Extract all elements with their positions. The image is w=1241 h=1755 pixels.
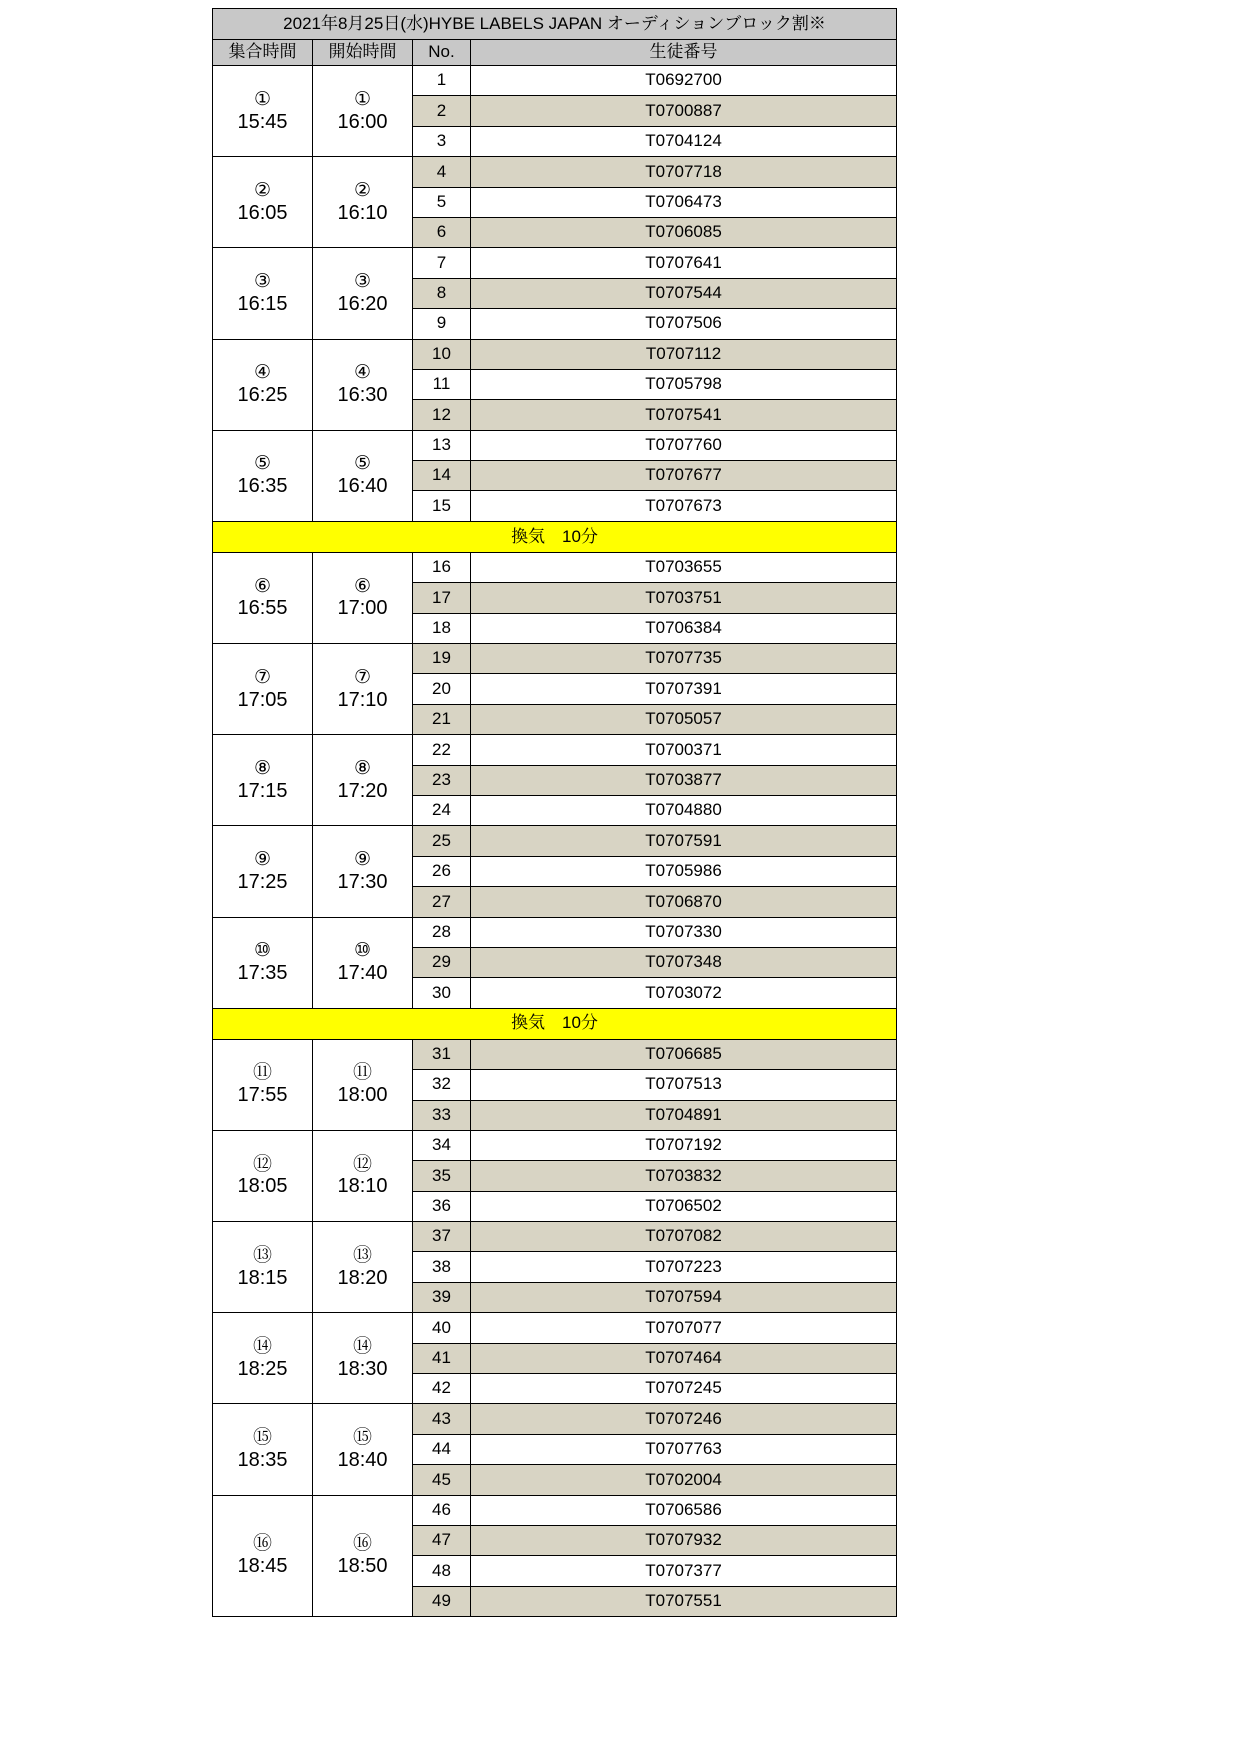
student-id: T0707223 <box>471 1252 897 1282</box>
block-number: ⑨ <box>253 849 272 871</box>
row-number: 32 <box>413 1070 471 1100</box>
meeting-time-value: 18:05 <box>237 1175 288 1198</box>
meeting-time-cell <box>213 339 313 430</box>
student-id: T0707506 <box>471 309 897 339</box>
block-number: ⑯ <box>352 1533 372 1555</box>
start-time-value: 16:40 <box>337 475 388 498</box>
start-time-value: 18:50 <box>337 1555 388 1578</box>
table-row <box>213 1313 897 1343</box>
row-number: 42 <box>413 1374 471 1404</box>
title-row <box>213 9 897 40</box>
block-number: ⑤ <box>353 453 372 475</box>
row-number: 29 <box>413 947 471 977</box>
start-time-value: 18:20 <box>337 1266 388 1289</box>
row-number: 6 <box>413 217 471 247</box>
row-number: 48 <box>413 1556 471 1586</box>
start-time-value: 17:20 <box>337 779 388 802</box>
block-number: ⑦ <box>253 666 272 688</box>
start-time-cell <box>313 1222 413 1313</box>
student-id: T0707464 <box>471 1343 897 1373</box>
row-number: 11 <box>413 369 471 399</box>
row-number: 17 <box>413 583 471 613</box>
table-row <box>213 1039 897 1069</box>
row-number: 45 <box>413 1465 471 1495</box>
student-id: T0707641 <box>471 248 897 278</box>
start-time-cell <box>313 1039 413 1130</box>
block-number: ⑪ <box>252 1062 272 1084</box>
block-number: ⑫ <box>252 1153 272 1175</box>
start-time-cell <box>313 1130 413 1221</box>
student-id: T0700371 <box>471 735 897 765</box>
break-row <box>213 1008 897 1039</box>
meeting-time-cell <box>213 735 313 826</box>
student-id: T0707082 <box>471 1222 897 1252</box>
meeting-time-value: 17:05 <box>237 688 288 711</box>
student-id: T0705986 <box>471 856 897 886</box>
row-number: 46 <box>413 1495 471 1525</box>
block-number: ⑧ <box>253 757 272 779</box>
row-number: 35 <box>413 1161 471 1191</box>
start-time-cell <box>313 552 413 643</box>
audition-schedule-table <box>212 8 897 1617</box>
block-number: ③ <box>353 270 372 292</box>
meeting-time-cell <box>213 917 313 1008</box>
row-number: 21 <box>413 704 471 734</box>
start-time-cell <box>313 826 413 917</box>
block-number: ⑭ <box>252 1335 272 1357</box>
row-number: 2 <box>413 96 471 126</box>
meeting-time-value: 17:55 <box>237 1084 288 1107</box>
student-id: T0707246 <box>471 1404 897 1434</box>
meeting-time-value: 16:15 <box>237 292 288 315</box>
student-id: T0703832 <box>471 1161 897 1191</box>
row-number: 37 <box>413 1222 471 1252</box>
row-number: 38 <box>413 1252 471 1282</box>
student-id: T0707718 <box>471 157 897 187</box>
start-time-cell <box>313 248 413 339</box>
table-row <box>213 1130 897 1160</box>
block-number: ⑬ <box>352 1244 372 1266</box>
student-id: T0692700 <box>471 66 897 96</box>
block-number: ⑨ <box>353 849 372 871</box>
meeting-time-value: 18:15 <box>237 1266 288 1289</box>
meeting-time-cell <box>213 1495 313 1617</box>
table-row <box>213 430 897 460</box>
column-header-student-id: 生徒番号 <box>471 40 897 66</box>
block-number: ⑤ <box>253 453 272 475</box>
row-number: 25 <box>413 826 471 856</box>
row-number: 39 <box>413 1282 471 1312</box>
block-number: ④ <box>353 362 372 384</box>
row-number: 28 <box>413 917 471 947</box>
meeting-time-cell <box>213 157 313 248</box>
row-number: 9 <box>413 309 471 339</box>
page-title: 2021年8月25日(水)HYBE LABELS JAPAN オーディションブロック割※ <box>213 9 897 40</box>
student-id: T0704880 <box>471 795 897 825</box>
student-id: T0707348 <box>471 947 897 977</box>
row-number: 20 <box>413 674 471 704</box>
meeting-time-value: 16:35 <box>237 475 288 498</box>
student-id: T0707594 <box>471 1282 897 1312</box>
student-id: T0707591 <box>471 826 897 856</box>
student-id: T0707391 <box>471 674 897 704</box>
block-number: ⑥ <box>253 575 272 597</box>
block-number: ⑮ <box>252 1427 272 1449</box>
row-number: 47 <box>413 1525 471 1555</box>
row-number: 7 <box>413 248 471 278</box>
block-number: ⑩ <box>353 940 372 962</box>
student-id: T0707541 <box>471 400 897 430</box>
row-number: 12 <box>413 400 471 430</box>
start-time-cell <box>313 917 413 1008</box>
start-time-cell <box>313 66 413 157</box>
meeting-time-cell <box>213 248 313 339</box>
row-number: 34 <box>413 1130 471 1160</box>
row-number: 24 <box>413 795 471 825</box>
block-number: ① <box>353 88 372 110</box>
meeting-time-cell <box>213 1222 313 1313</box>
student-id: T0703072 <box>471 978 897 1008</box>
table-row <box>213 552 897 582</box>
table-row <box>213 1222 897 1252</box>
student-id: T0707112 <box>471 339 897 369</box>
meeting-time-value: 16:05 <box>237 201 288 224</box>
start-time-cell <box>313 644 413 735</box>
student-id: T0707932 <box>471 1525 897 1555</box>
block-number: ③ <box>253 270 272 292</box>
row-number: 5 <box>413 187 471 217</box>
student-id: T0707513 <box>471 1070 897 1100</box>
meeting-time-value: 16:25 <box>237 384 288 407</box>
meeting-time-cell <box>213 430 313 521</box>
student-id: T0705057 <box>471 704 897 734</box>
student-id: T0706473 <box>471 187 897 217</box>
break-row <box>213 521 897 552</box>
start-time-value: 18:40 <box>337 1448 388 1471</box>
student-id: T0706384 <box>471 613 897 643</box>
row-number: 27 <box>413 887 471 917</box>
block-number: ⑥ <box>353 575 372 597</box>
start-time-value: 16:00 <box>337 110 388 133</box>
block-number: ⑦ <box>353 666 372 688</box>
row-number: 10 <box>413 339 471 369</box>
meeting-time-value: 18:45 <box>237 1555 288 1578</box>
table-row <box>213 1404 897 1434</box>
break-label: 換気 10分 <box>213 1008 897 1039</box>
column-header-meeting-time: 集合時間 <box>213 40 313 66</box>
row-number: 15 <box>413 491 471 521</box>
start-time-value: 18:10 <box>337 1175 388 1198</box>
start-time-value: 18:30 <box>337 1357 388 1380</box>
block-number: ⑭ <box>352 1335 372 1357</box>
block-number: ④ <box>253 362 272 384</box>
block-number: ⑪ <box>352 1062 372 1084</box>
row-number: 22 <box>413 735 471 765</box>
start-time-cell <box>313 1495 413 1617</box>
header-row <box>213 40 897 66</box>
meeting-time-value: 16:55 <box>237 597 288 620</box>
student-id: T0707077 <box>471 1313 897 1343</box>
row-number: 33 <box>413 1100 471 1130</box>
meeting-time-value: 17:25 <box>237 870 288 893</box>
meeting-time-value: 17:15 <box>237 779 288 802</box>
meeting-time-cell <box>213 1313 313 1404</box>
start-time-cell <box>313 157 413 248</box>
student-id: T0707735 <box>471 644 897 674</box>
row-number: 36 <box>413 1191 471 1221</box>
meeting-time-cell <box>213 826 313 917</box>
meeting-time-value: 18:35 <box>237 1448 288 1471</box>
break-label: 換気 10分 <box>213 521 897 552</box>
meeting-time-value: 18:25 <box>237 1357 288 1380</box>
start-time-value: 17:10 <box>337 688 388 711</box>
table-row <box>213 826 897 856</box>
start-time-value: 18:00 <box>337 1084 388 1107</box>
row-number: 18 <box>413 613 471 643</box>
student-id: T0707673 <box>471 491 897 521</box>
start-time-cell <box>313 735 413 826</box>
row-number: 40 <box>413 1313 471 1343</box>
meeting-time-value: 17:35 <box>237 962 288 985</box>
block-number: ⑬ <box>252 1244 272 1266</box>
meeting-time-cell <box>213 1130 313 1221</box>
row-number: 3 <box>413 126 471 156</box>
table-row <box>213 1495 897 1525</box>
start-time-value: 17:40 <box>337 962 388 985</box>
student-id: T0700887 <box>471 96 897 126</box>
row-number: 44 <box>413 1434 471 1464</box>
table-row <box>213 248 897 278</box>
block-number: ⑩ <box>253 940 272 962</box>
block-number: ⑯ <box>252 1533 272 1555</box>
meeting-time-value: 15:45 <box>237 110 288 133</box>
table-row <box>213 917 897 947</box>
table-row <box>213 644 897 674</box>
student-id: T0706685 <box>471 1039 897 1069</box>
table-row <box>213 66 897 96</box>
column-header-start-time: 開始時間 <box>313 40 413 66</box>
student-id: T0707760 <box>471 430 897 460</box>
block-number: ⑧ <box>353 757 372 779</box>
start-time-value: 16:10 <box>337 201 388 224</box>
student-id: T0707551 <box>471 1586 897 1616</box>
start-time-cell <box>313 1313 413 1404</box>
start-time-cell <box>313 430 413 521</box>
row-number: 41 <box>413 1343 471 1373</box>
row-number: 14 <box>413 461 471 491</box>
row-number: 31 <box>413 1039 471 1069</box>
block-number: ⑫ <box>352 1153 372 1175</box>
student-id: T0702004 <box>471 1465 897 1495</box>
student-id: T0707192 <box>471 1130 897 1160</box>
student-id: T0703655 <box>471 552 897 582</box>
meeting-time-cell <box>213 552 313 643</box>
row-number: 8 <box>413 278 471 308</box>
student-id: T0706085 <box>471 217 897 247</box>
student-id: T0706870 <box>471 887 897 917</box>
start-time-value: 16:20 <box>337 292 388 315</box>
start-time-value: 16:30 <box>337 384 388 407</box>
table-body <box>213 9 897 1617</box>
block-number: ① <box>253 88 272 110</box>
student-id: T0707245 <box>471 1374 897 1404</box>
table-row <box>213 339 897 369</box>
block-number: ② <box>353 179 372 201</box>
student-id: T0706586 <box>471 1495 897 1525</box>
row-number: 26 <box>413 856 471 886</box>
student-id: T0704124 <box>471 126 897 156</box>
student-id: T0706502 <box>471 1191 897 1221</box>
student-id: T0704891 <box>471 1100 897 1130</box>
student-id: T0703877 <box>471 765 897 795</box>
row-number: 19 <box>413 644 471 674</box>
student-id: T0707377 <box>471 1556 897 1586</box>
block-number: ② <box>253 179 272 201</box>
row-number: 30 <box>413 978 471 1008</box>
student-id: T0707544 <box>471 278 897 308</box>
row-number: 16 <box>413 552 471 582</box>
row-number: 13 <box>413 430 471 460</box>
meeting-time-cell <box>213 1404 313 1495</box>
start-time-cell <box>313 339 413 430</box>
student-id: T0707330 <box>471 917 897 947</box>
meeting-time-cell <box>213 644 313 735</box>
student-id: T0703751 <box>471 583 897 613</box>
row-number: 43 <box>413 1404 471 1434</box>
student-id: T0707763 <box>471 1434 897 1464</box>
start-time-cell <box>313 1404 413 1495</box>
table-row <box>213 157 897 187</box>
row-number: 49 <box>413 1586 471 1616</box>
row-number: 1 <box>413 66 471 96</box>
row-number: 4 <box>413 157 471 187</box>
start-time-value: 17:30 <box>337 870 388 893</box>
row-number: 23 <box>413 765 471 795</box>
student-id: T0705798 <box>471 369 897 399</box>
table-row <box>213 735 897 765</box>
meeting-time-cell <box>213 1039 313 1130</box>
start-time-value: 17:00 <box>337 597 388 620</box>
column-header-no: No. <box>413 40 471 66</box>
student-id: T0707677 <box>471 461 897 491</box>
meeting-time-cell <box>213 66 313 157</box>
block-number: ⑮ <box>352 1427 372 1449</box>
